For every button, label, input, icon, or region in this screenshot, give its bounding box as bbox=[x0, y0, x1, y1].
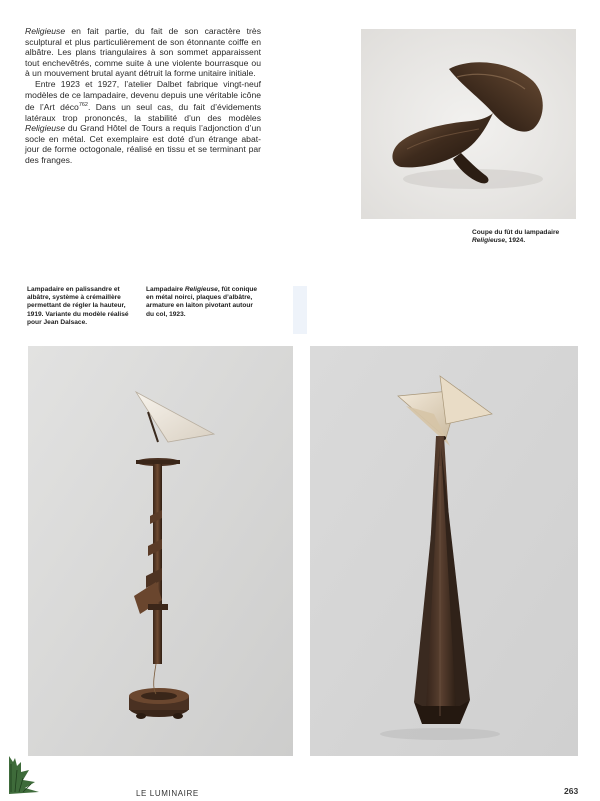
paragraph-1: Religieuse en fait partie, du fait de son caractère très sculptural et plus particulièrement de son étonnante coiffe en albâtre. Les plans triangulaires à son sommet apparaissent tout enchevêtrés, comme suite à une violente bourrasque ou à un mouvement brutal ayant détruit la forme unitaire initiale. bbox=[25, 26, 261, 79]
caption-rosewood-lamp: Lampadaire en palissandre et albâtre, système à crémaillère permettant de régler la hauteur, 1919. Variante du modèle réalisé pour Jean Dalsace. bbox=[27, 286, 129, 326]
paragraph-2: Entre 1923 et 1927, l’atelier Dalbet fabrique vingt-neuf modèles de ce lampadaire, devenu depuis une véritable icône de l’Art déco$^{762}$. Dans un seul cas, du fait d’évidements latéraux trop prononcés, la stabilité d’un des modèles Religieuse du Grand Hôtel de Tours a requis l’adjonction d’un socle en métal. Cet exemplaire est doté d’un étrange abat-jour de forme octogonale, réalisé en tissu et se terminant par des franges. bbox=[25, 78, 262, 165]
photo-rosewood-lamp bbox=[28, 346, 293, 756]
corner-ornament-icon bbox=[3, 752, 43, 801]
page-number: 263 bbox=[564, 786, 579, 796]
photo-shaft-section bbox=[361, 29, 576, 219]
caption-religieuse-lamp: Lampadaire Religieuse, fût conique en métal noirci, plaques d’albâtre, armature en laiton pivotant autour du col, 1923. bbox=[146, 286, 258, 318]
footer-section-label: LE LUMINAIRE bbox=[136, 789, 199, 798]
caption-shaft-section: Coupe du fût du lampadaire Religieuse, 1924. bbox=[472, 229, 560, 245]
photo-religieuse-lamp bbox=[310, 346, 578, 756]
decorative-sliver bbox=[293, 286, 307, 334]
footnote-ref: 762 bbox=[78, 102, 88, 109]
italic-title: Religieuse bbox=[25, 26, 66, 36]
article-body bbox=[25, 26, 261, 166]
